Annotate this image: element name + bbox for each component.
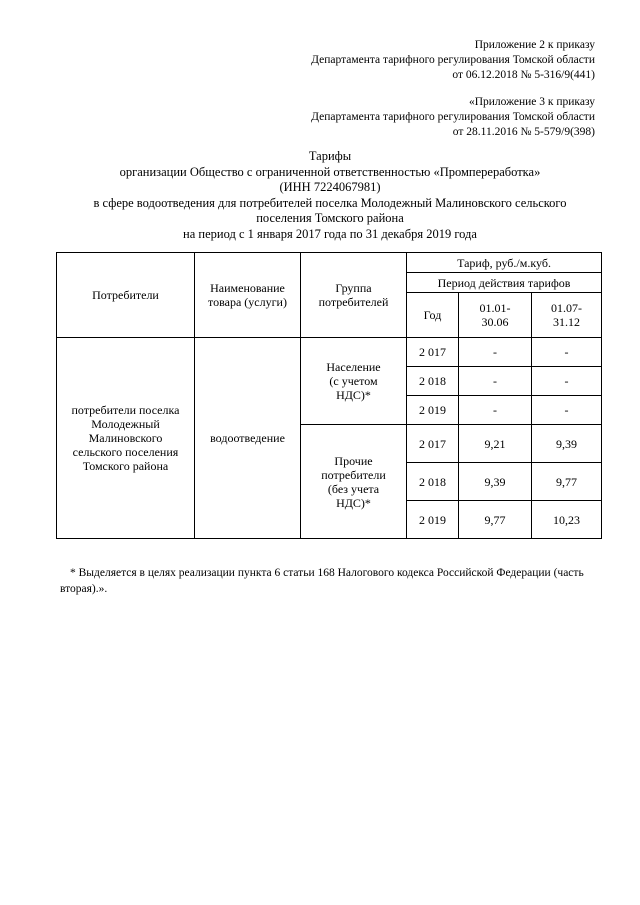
- year-cell: 2 019: [407, 501, 459, 539]
- consumer-cell: [57, 338, 195, 539]
- tariff-h2-cell: -: [532, 396, 602, 425]
- year-cell: 2 017: [407, 425, 459, 463]
- consumer-line5: Томского района: [82, 459, 169, 473]
- consumer-line4: сельского поселения: [72, 445, 179, 459]
- tariff-h1-cell: 9,21: [459, 425, 532, 463]
- header-half1-line1: 01.01-: [479, 301, 511, 315]
- appendix-original-line3: от 28.11.2016 № 5-579/9(398): [452, 126, 595, 138]
- header-tariff: Тариф, руб./м.куб.: [407, 253, 602, 273]
- header-consumers: Потребители: [57, 253, 195, 338]
- consumer-line1: потребители поселка: [71, 403, 180, 417]
- header-half2-line1: 01.07-: [551, 301, 582, 315]
- appendix-current-line2: Департамента тарифного регулирования Томской области: [311, 54, 595, 66]
- tariff-table: [56, 252, 602, 539]
- header-period: Период действия тарифов: [407, 273, 602, 293]
- title-line2: организации Общество с ограниченной ответственностью «Промпереработка»: [119, 164, 541, 179]
- header-service-line2: товара (услуги): [208, 295, 287, 309]
- title-line3: (ИНН 7224067981): [279, 180, 381, 194]
- appendix-original-line1: «Приложение 3 к приказу: [468, 96, 595, 108]
- tariff-h1-cell: 9,39: [459, 463, 532, 501]
- header-half1-line2: 30.06: [481, 315, 509, 329]
- year-cell: 2 019: [407, 396, 459, 425]
- tariff-h2-cell: 9,39: [532, 425, 602, 463]
- header-half2: [532, 293, 602, 338]
- group-others-line1: Прочие: [334, 453, 373, 468]
- header-service: [195, 253, 301, 338]
- tariff-h1-cell: -: [459, 338, 532, 367]
- year-cell: 2 017: [407, 338, 459, 367]
- title-line4: в сфере водоотведения для потребителей поселка Молодежный Малиновского сельского: [93, 195, 567, 210]
- group-others-line3: (без учета: [327, 481, 380, 496]
- header-group-line2: потребителей: [318, 295, 389, 309]
- group-population-line3: НДС)*: [336, 388, 371, 402]
- header-half1: [459, 293, 532, 338]
- footnote-line2: (часть вторая).».: [60, 567, 584, 595]
- consumer-line2: Молодежный: [91, 417, 160, 431]
- header-service-line1: Наименование: [210, 281, 285, 295]
- tariff-h2-cell: 9,77: [532, 463, 602, 501]
- header-group: [301, 253, 407, 338]
- group-population-cell: [301, 338, 407, 425]
- year-cell: 2 018: [407, 463, 459, 501]
- appendix-current: [311, 38, 595, 83]
- footnote-line1: * Выделяется в целях реализации пункта 6 статьи 168 Налогового кодекса Российской Федерации: [70, 567, 551, 579]
- group-population-line2: (с учетом: [329, 374, 378, 388]
- header-year: Год: [407, 293, 459, 338]
- title-line1: Тарифы: [308, 149, 352, 163]
- group-population-line1: Население: [326, 360, 381, 374]
- tariff-h1-cell: -: [459, 367, 532, 396]
- table-row: [57, 338, 602, 367]
- tariff-h2-cell: 10,23: [532, 501, 602, 539]
- tariff-h1-cell: 9,77: [459, 501, 532, 539]
- appendix-current-line3: от 06.12.2018 № 5-316/9(441): [452, 69, 595, 81]
- table-header-row: [57, 253, 602, 273]
- tariff-h2-cell: -: [532, 367, 602, 396]
- appendix-original-line2: Департамента тарифного регулирования Томской области: [311, 111, 595, 123]
- group-others-cell: [301, 425, 407, 539]
- group-others-line4: НДС)*: [336, 495, 371, 510]
- appendix-original: [311, 95, 595, 140]
- tariff-h2-cell: -: [532, 338, 602, 367]
- service-cell: водоотведение: [195, 338, 301, 539]
- year-cell: 2 018: [407, 367, 459, 396]
- header-half2-line2: 31.12: [553, 315, 580, 329]
- appendix-current-line1: Приложение 2 к приказу: [474, 39, 595, 51]
- group-others-line2: потребители: [321, 467, 386, 482]
- title-line5: поселения Томского района: [256, 211, 404, 225]
- document-title: [60, 149, 600, 242]
- header-group-line1: Группа: [335, 281, 372, 295]
- title-line6: на период с 1 января 2017 года по 31 декабря 2019 года: [183, 226, 477, 241]
- footnote: [60, 565, 605, 597]
- consumer-line3: Малиновского: [88, 431, 163, 445]
- tariff-h1-cell: -: [459, 396, 532, 425]
